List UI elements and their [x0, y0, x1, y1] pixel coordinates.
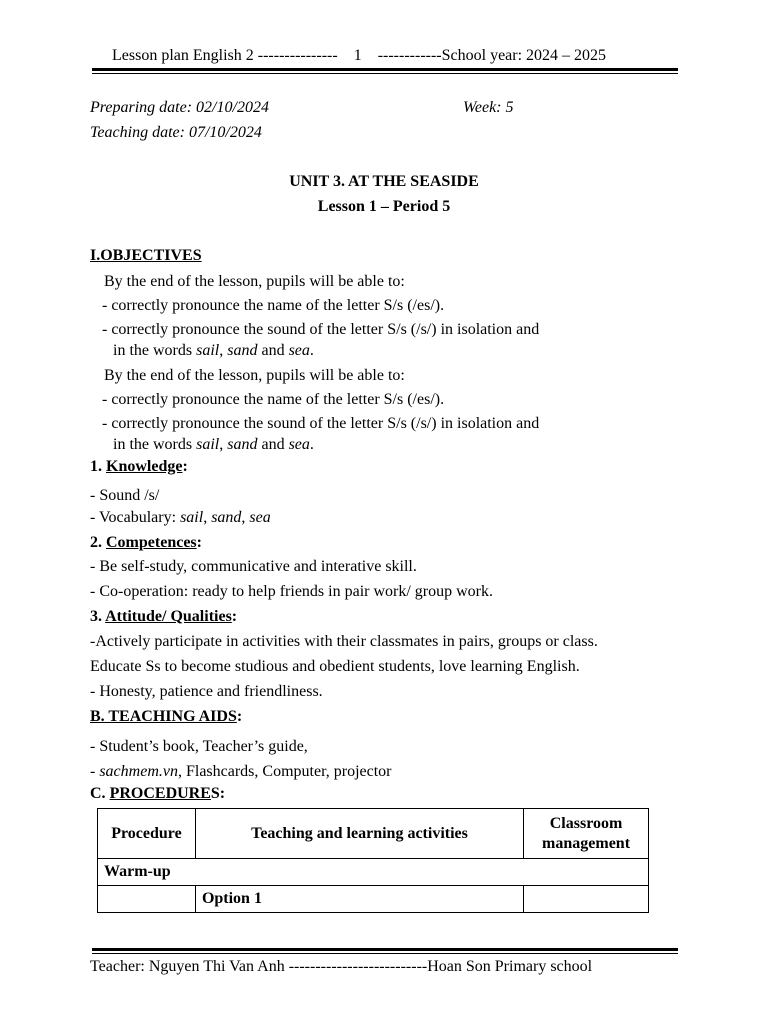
page-number: 1	[353, 47, 362, 64]
competences-colon: :	[196, 534, 202, 551]
attitude-number: 3.	[90, 608, 106, 625]
header-rule-thin	[92, 73, 678, 74]
aid-prefix: -	[90, 763, 100, 780]
and: and	[257, 342, 289, 359]
objective-item: - correctly pronounce the name of the letter S/s (/es/).	[102, 391, 445, 408]
table-row	[98, 859, 649, 886]
attitude-item: -Actively participate in activities with their classmates in pairs, groups or class.	[90, 633, 598, 650]
week: Week: 5	[463, 99, 514, 116]
word-sail: sail	[196, 436, 220, 453]
objective-words-prefix: in the words	[113, 436, 197, 453]
preparing-date: Preparing date: 02/10/2024	[90, 99, 269, 116]
competences-number: 2.	[90, 534, 106, 551]
competences-title: Competences	[106, 534, 197, 551]
aid-rest: , Flashcards, Computer, projector	[177, 763, 392, 780]
cell-empty	[98, 886, 196, 913]
row-warmup: Warm-up	[98, 859, 649, 886]
objectives-intro: By the end of the lesson, pupils will be able to:	[104, 273, 405, 290]
teaching-aids-colon: :	[236, 708, 243, 725]
procedures-prefix: C.	[90, 785, 110, 802]
col3-line2: management	[542, 834, 631, 852]
word-sea: sea	[288, 342, 310, 359]
header-right: ------------School year: 2024 – 2025	[377, 47, 607, 64]
knowledge-heading	[90, 458, 188, 476]
footer-rule-thick	[92, 948, 678, 951]
teaching-date: Teaching date: 07/10/2024	[90, 124, 262, 141]
objective-words	[113, 436, 314, 454]
comma: ,	[219, 342, 228, 359]
knowledge-sound: - Sound /s/	[90, 487, 160, 504]
vocab-sep: ,	[203, 509, 212, 526]
knowledge-vocabulary	[90, 509, 271, 527]
word-sand: sand	[227, 342, 258, 359]
table-row	[98, 886, 649, 913]
objectives-intro: By the end of the lesson, pupils will be able to:	[104, 367, 405, 384]
competences-heading	[90, 534, 202, 552]
period: .	[309, 436, 314, 453]
unit-title: UNIT 3. AT THE SEASIDE	[289, 173, 479, 190]
attitude-item: Educate Ss to become studious and obedient students, love learning English.	[90, 658, 580, 675]
objective-words-prefix: in the words	[113, 342, 197, 359]
word-sail: sail	[196, 342, 220, 359]
aid-item: - Student’s book, Teacher’s guide,	[90, 738, 308, 755]
header-left: Lesson plan English 2 ---------------	[112, 47, 338, 64]
page-footer: Teacher: Nguyen Thi Van Anh --------------------------Hoan Son Primary school	[90, 958, 593, 975]
attitude-colon: :	[231, 608, 238, 625]
col-classroom-management	[524, 809, 649, 859]
table-header-row	[98, 809, 649, 859]
competence-item: - Co-operation: ready to help friends in pair work/ group work.	[90, 583, 494, 600]
teaching-aids-title: B. TEACHING AIDS	[90, 708, 237, 725]
competence-item: - Be self-study, communicative and interative skill.	[90, 558, 417, 575]
objective-words	[113, 342, 314, 360]
col3-line1: Classroom	[549, 814, 623, 832]
procedures-suffix: S:	[210, 785, 226, 802]
vocab-prefix: - Vocabulary:	[90, 509, 181, 526]
cell-empty	[524, 886, 649, 913]
aid-item	[90, 763, 392, 781]
comma: ,	[219, 436, 228, 453]
attitude-item: - Honesty, patience and friendliness.	[90, 683, 323, 700]
objective-item: - correctly pronounce the sound of the letter S/s (/s/) in isolation and	[102, 321, 540, 338]
col-activities: Teaching and learning activities	[195, 809, 523, 859]
vocab-sail: sail	[180, 509, 204, 526]
footer-rule-thin	[92, 953, 678, 954]
row-option-1: Option 1	[195, 886, 523, 913]
procedures-title: PROCEDURE	[109, 785, 211, 802]
vocab-sea: sea	[249, 509, 271, 526]
knowledge-title: Knowledge	[106, 458, 183, 475]
teaching-aids-heading	[90, 708, 242, 726]
page-header	[112, 47, 606, 65]
vocab-sep: ,	[241, 509, 250, 526]
period: .	[309, 342, 314, 359]
objective-item: - correctly pronounce the name of the letter S/s (/es/).	[102, 297, 445, 314]
objectives-heading: I.OBJECTIVES	[90, 247, 202, 264]
procedures-table	[97, 808, 649, 913]
word-sand: sand	[227, 436, 258, 453]
aid-website: sachmem.vn	[99, 763, 178, 780]
word-sea: sea	[288, 436, 310, 453]
knowledge-number: 1.	[90, 458, 106, 475]
vocab-sand: sand	[211, 509, 242, 526]
attitude-heading	[90, 608, 237, 626]
lesson-title: Lesson 1 – Period 5	[317, 198, 451, 215]
col-procedure: Procedure	[98, 809, 196, 859]
objective-item: - correctly pronounce the sound of the letter S/s (/s/) in isolation and	[102, 415, 540, 432]
and: and	[257, 436, 289, 453]
procedures-heading	[90, 785, 225, 803]
header-rule-thick	[92, 68, 678, 71]
attitude-title: Attitude/ Qualities	[105, 608, 232, 625]
knowledge-colon: :	[182, 458, 188, 475]
